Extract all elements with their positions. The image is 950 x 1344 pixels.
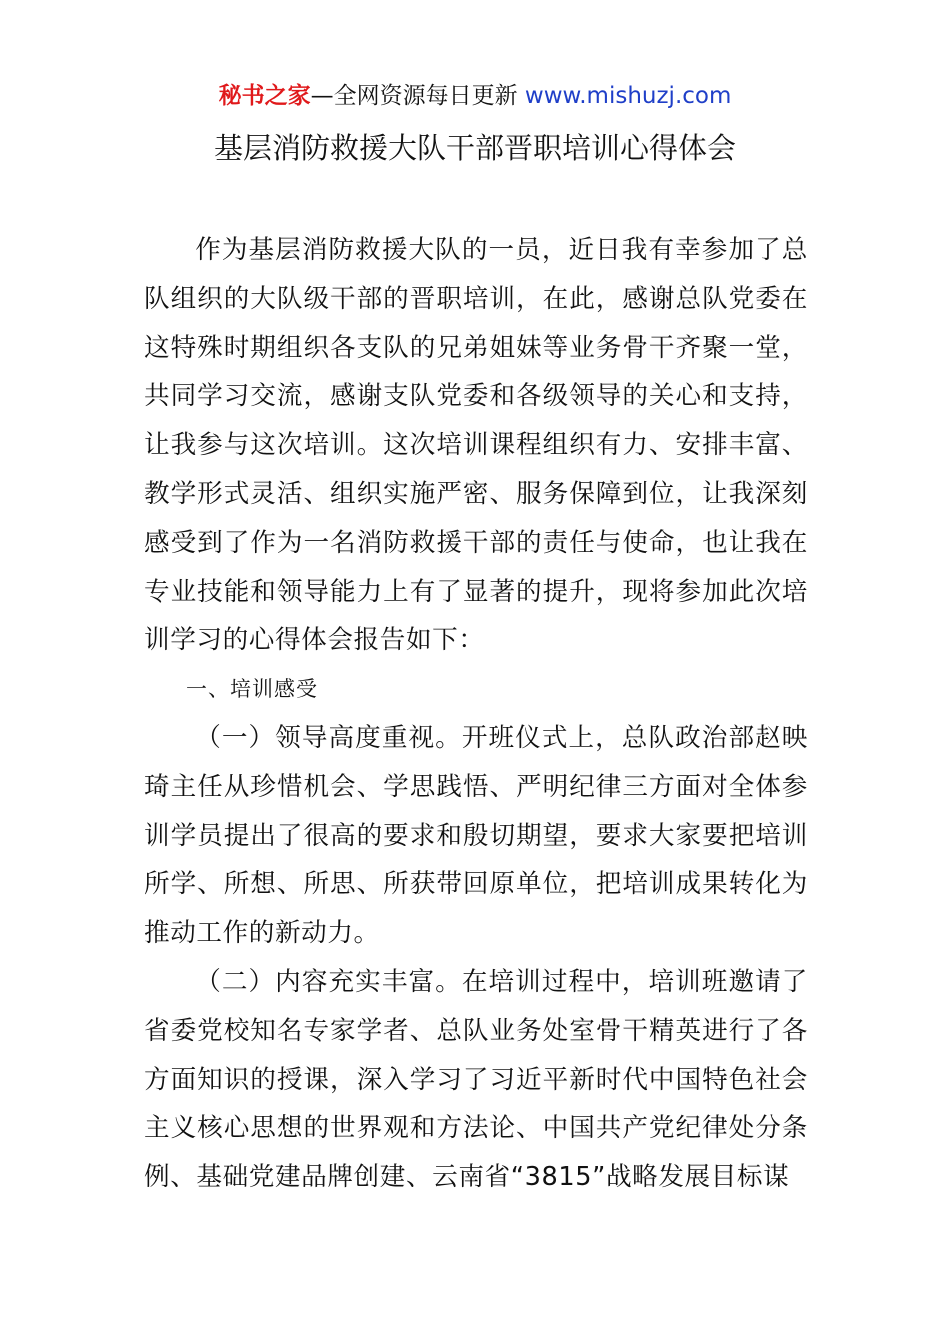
document-body bbox=[144, 226, 808, 1202]
header-tagline: —全网资源每日更新 bbox=[310, 83, 518, 109]
section-heading: 一、培训感受 bbox=[186, 677, 318, 702]
site-header bbox=[0, 80, 950, 112]
brand-name: 秘书之家 bbox=[218, 83, 311, 109]
body-paragraph: （二）内容充实丰富。在培训过程中，培训班邀请了省委党校知名专家学者、总队业务处室骨干精英进行了各方面知识的授课，深入学习了习近平新时代中国特色社会主义核心思想的世界观和方法论、中国共产党纪律处分条例、基础党建品牌创建、云南省“3815”战略发展目标谋 bbox=[144, 966, 808, 1193]
document-title: 基层消防救援大队干部晋职培训心得体会 bbox=[213, 131, 736, 165]
intro-paragraph: 作为基层消防救援大队的一员，近日我有幸参加了总队组织的大队级干部的晋职培训，在此，感谢总队党委在这特殊时期组织各支队的兄弟姐妹等业务骨干齐聚一堂，共同学习交流，感谢支队党委和各级领导的关心和支持，让我参与这次培训。这次培训课程组织有力、安排丰富、教学形式灵活、组织实施严密、服务保障到位，让我深刻感受到了作为一名消防救援干部的责任与使命，也让我在专业技能和领导能力上有了显著的提升，现将参加此次培训学习的心得体会报告如下： bbox=[144, 235, 808, 656]
body-paragraph: （一）领导高度重视。开班仪式上，总队政治部赵映琦主任从珍惜机会、学思践悟、严明纪律三方面对全体参训学员提出了很高的要求和殷切期望，要求大家要把培训所学、所想、所思、所获带回原单位，把培训成果转化为推动工作的新动力。 bbox=[144, 722, 808, 949]
site-url-link[interactable]: www.mishuzj.com bbox=[524, 83, 732, 109]
